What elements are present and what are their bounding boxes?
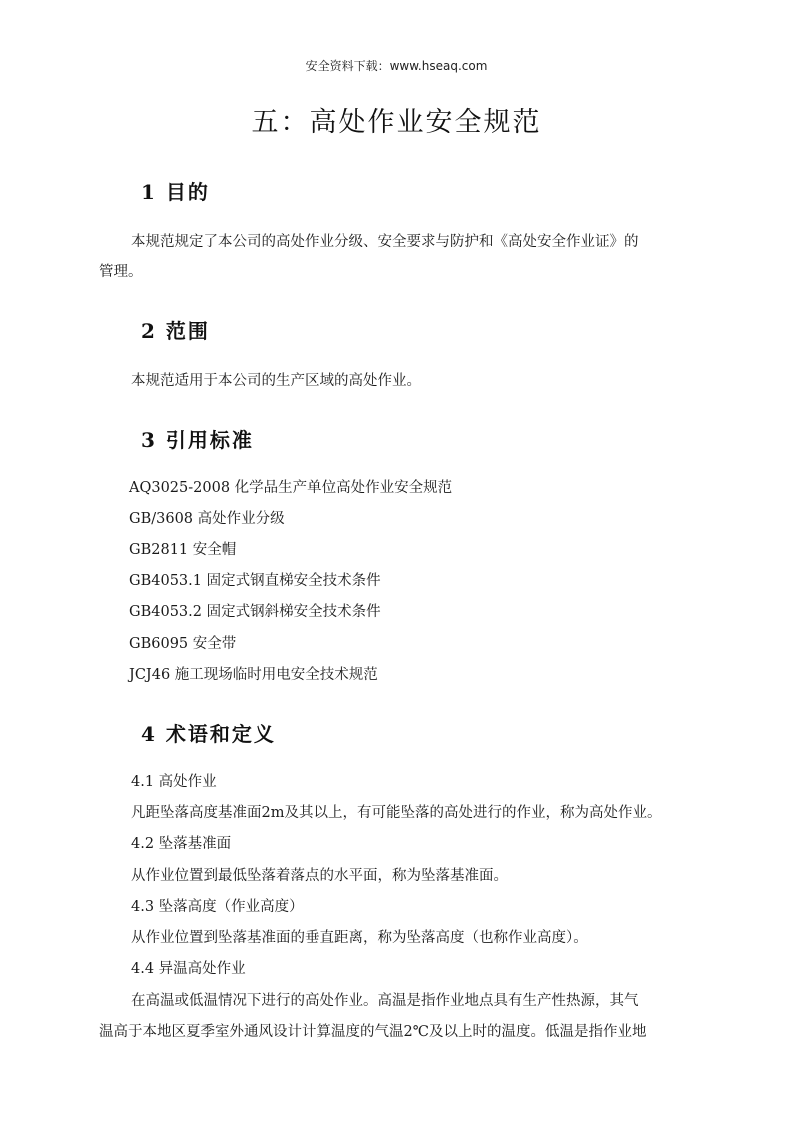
term-title: 4.1 高处作业: [131, 774, 217, 790]
page-title: 五：高处作业安全规范: [251, 107, 542, 138]
paragraph-line: 管理。: [99, 264, 143, 280]
list-item: GB6095 安全带: [129, 636, 237, 652]
list-item: JCJ46 施工现场临时用电安全技术规范: [129, 667, 378, 683]
term-definition: 从作业位置到坠落基准面的垂直距离，称为坠落高度（也称作业高度）。: [131, 930, 588, 946]
section-heading-terms: 4 术语和定义: [141, 722, 276, 746]
section-heading-purpose: 1 目的: [141, 180, 210, 204]
list-item: GB/3608 高处作业分级: [129, 511, 285, 527]
page-header: 安全资料下载：www.hseaq.com: [305, 59, 488, 73]
list-item: GB2811 安全帽: [129, 542, 237, 558]
term-definition: 温高于本地区夏季室外通风设计计算温度的气温2℃及以上时的温度。低温是指作业地: [99, 1024, 647, 1040]
paragraph-line: 本规范适用于本公司的生产区域的高处作业。: [131, 373, 421, 389]
section-heading-scope: 2 范围: [141, 319, 210, 343]
term-definition: 从作业位置到最低坠落着落点的水平面，称为坠落基准面。: [131, 868, 508, 884]
section-heading-standards: 3 引用标准: [141, 428, 254, 452]
list-item: GB4053.2 固定式钢斜梯安全技术条件: [129, 604, 381, 620]
term-title: 4.3 坠落高度（作业高度）: [131, 899, 304, 915]
list-item: GB4053.1 固定式钢直梯安全技术条件: [129, 573, 381, 589]
term-title: 4.4 异温高处作业: [131, 961, 246, 977]
term-title: 4.2 坠落基准面: [131, 836, 232, 852]
paragraph-line: 本规范规定了本公司的高处作业分级、安全要求与防护和《高处安全作业证》的: [131, 234, 639, 250]
term-definition: 凡距坠落高度基准面2m及其以上，有可能坠落的高处进行的作业，称为高处作业。: [131, 805, 662, 821]
term-definition: 在高温或低温情况下进行的高处作业。高温是指作业地点具有生产性热源，其气: [131, 993, 639, 1009]
list-item: AQ3025-2008 化学品生产单位高处作业安全规范: [129, 480, 453, 496]
